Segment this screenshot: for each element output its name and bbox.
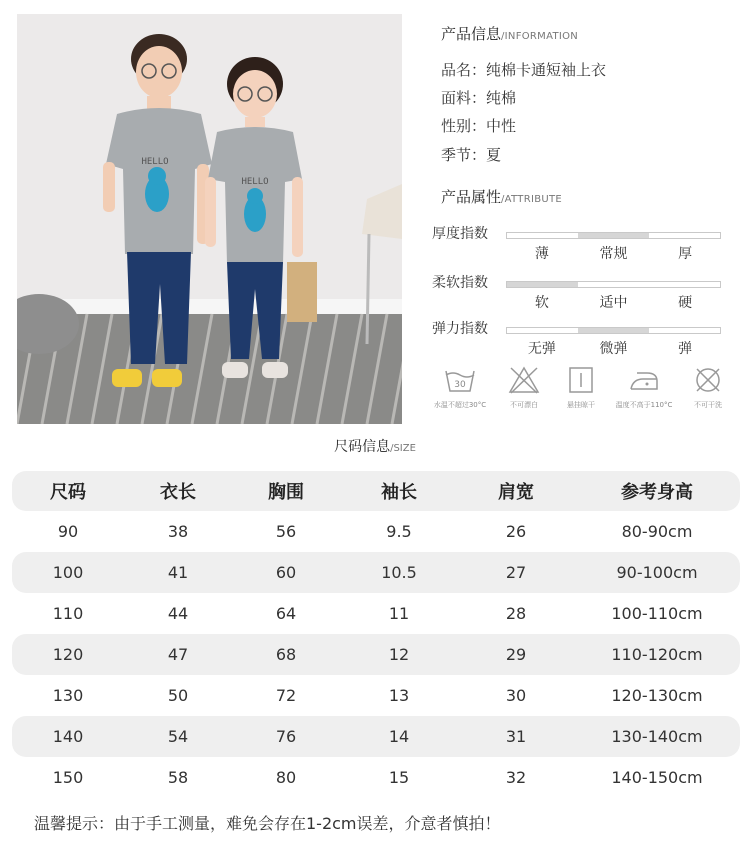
table-cell: 28 bbox=[505, 604, 527, 623]
table-header-cell: 衣长 bbox=[160, 482, 196, 503]
table-row bbox=[12, 757, 740, 798]
attr-softness-track bbox=[506, 281, 721, 288]
attr-title bbox=[441, 186, 562, 207]
attr-thickness-option: 常规 bbox=[599, 246, 628, 262]
table-cell: 58 bbox=[167, 768, 189, 787]
attr-elasticity-option: 无弹 bbox=[527, 341, 556, 357]
table-cell: 56 bbox=[275, 522, 297, 541]
care-dryclean-label: 不可干洗 bbox=[694, 401, 722, 409]
table-cell: 120-130cm bbox=[611, 686, 703, 705]
table-cell: 110-120cm bbox=[611, 645, 703, 664]
size-title bbox=[0, 436, 750, 456]
hang-dry-icon bbox=[564, 365, 598, 395]
table-cell: 120 bbox=[52, 645, 84, 664]
table-row bbox=[12, 634, 740, 675]
attr-thickness-label: 厚度指数 bbox=[432, 226, 488, 242]
measurement-note: 温馨提示：由于手工测量，难免会存在1-2cm误差，介意者慎拍！ bbox=[34, 814, 501, 833]
info-title-text: 产品信息 bbox=[441, 25, 502, 43]
table-row bbox=[12, 716, 740, 757]
attr-title-en: /ATTRIBUTE bbox=[501, 194, 562, 205]
attr-thickness-indicator bbox=[578, 233, 649, 238]
table-cell: 130 bbox=[52, 686, 84, 705]
care-iron bbox=[609, 365, 679, 410]
care-dry bbox=[546, 365, 616, 410]
attr-softness-indicator bbox=[507, 282, 578, 287]
table-cell: 140 bbox=[52, 727, 84, 746]
table-cell: 72 bbox=[275, 686, 297, 705]
care-wash-label: 水温不超过30°C bbox=[433, 401, 487, 409]
table-cell: 14 bbox=[388, 727, 410, 746]
info-season: 季节：夏 bbox=[441, 146, 502, 164]
table-cell: 130-140cm bbox=[611, 727, 703, 746]
attr-elasticity-track bbox=[506, 327, 721, 334]
size-table bbox=[12, 471, 740, 798]
table-cell: 26 bbox=[505, 522, 527, 541]
attr-softness-option: 软 bbox=[534, 295, 549, 311]
table-cell: 30 bbox=[505, 686, 527, 705]
shirt-print-text-girl: HELLO bbox=[241, 177, 269, 187]
table-header-cell: 袖长 bbox=[381, 482, 417, 503]
table-cell: 31 bbox=[505, 727, 527, 746]
table-cell: 54 bbox=[167, 727, 189, 746]
table-cell: 64 bbox=[275, 604, 297, 623]
attr-thickness-option: 薄 bbox=[534, 246, 549, 262]
no-dryclean-icon bbox=[691, 365, 725, 395]
table-cell: 9.5 bbox=[386, 522, 412, 541]
table-cell: 76 bbox=[275, 727, 297, 746]
table-cell: 15 bbox=[388, 768, 410, 787]
table-cell: 41 bbox=[167, 563, 189, 582]
info-fabric: 面料：纯棉 bbox=[441, 89, 517, 107]
attr-title-text: 产品属性 bbox=[441, 188, 502, 206]
info-gender: 性别：中性 bbox=[441, 117, 517, 135]
table-cell: 32 bbox=[505, 768, 527, 787]
table-cell: 140-150cm bbox=[611, 768, 703, 787]
table-header-cell: 肩宽 bbox=[498, 482, 534, 503]
table-cell: 100 bbox=[52, 563, 84, 582]
table-row bbox=[12, 511, 740, 552]
table-cell: 60 bbox=[275, 563, 297, 582]
attr-softness-option: 适中 bbox=[599, 295, 628, 311]
size-title-en: /SIZE bbox=[390, 443, 416, 454]
attr-elasticity-option: 微弹 bbox=[599, 341, 628, 357]
table-header-cell: 参考身高 bbox=[621, 482, 693, 503]
table-row bbox=[12, 675, 740, 716]
table-cell: 13 bbox=[388, 686, 410, 705]
table-row bbox=[12, 552, 740, 593]
care-dryclean bbox=[673, 365, 743, 410]
shirt-print-text: HELLO bbox=[141, 157, 169, 167]
table-header-cell: 胸围 bbox=[268, 482, 304, 503]
table-cell: 12 bbox=[388, 645, 410, 664]
table-row bbox=[12, 593, 740, 634]
info-title-en: /INFORMATION bbox=[501, 31, 579, 42]
size-title-text: 尺码信息 bbox=[334, 439, 391, 455]
table-cell: 80 bbox=[275, 768, 297, 787]
info-title bbox=[441, 23, 578, 44]
table-cell: 29 bbox=[505, 645, 527, 664]
table-cell: 50 bbox=[167, 686, 189, 705]
wash-temp: 30 bbox=[454, 380, 466, 390]
attr-elasticity-option: 弹 bbox=[678, 341, 693, 357]
table-cell: 47 bbox=[167, 645, 189, 664]
attr-thickness-option: 厚 bbox=[678, 246, 693, 262]
info-name: 品名：纯棉卡通短袖上衣 bbox=[441, 61, 607, 79]
table-cell: 27 bbox=[505, 563, 527, 582]
table-cell: 90 bbox=[57, 522, 79, 541]
attr-elasticity-indicator bbox=[578, 328, 649, 333]
table-header-row bbox=[12, 471, 740, 511]
care-dry-label: 悬挂晾干 bbox=[567, 401, 595, 409]
wash-30-icon bbox=[443, 365, 477, 395]
care-iron-label: 温度不高于110°C bbox=[615, 401, 673, 409]
table-cell: 80-90cm bbox=[621, 522, 693, 541]
care-wash bbox=[425, 365, 495, 410]
attr-softness-option: 硬 bbox=[678, 295, 693, 311]
table-cell: 11 bbox=[388, 604, 410, 623]
table-cell: 68 bbox=[275, 645, 297, 664]
attr-softness-label: 柔软指数 bbox=[432, 275, 488, 291]
care-bleach-label: 不可漂白 bbox=[510, 401, 538, 409]
attr-thickness-track bbox=[506, 232, 721, 239]
table-cell: 44 bbox=[167, 604, 189, 623]
iron-110-icon bbox=[627, 365, 661, 395]
table-header-cell: 尺码 bbox=[50, 482, 86, 503]
table-cell: 10.5 bbox=[381, 563, 417, 582]
table-cell: 100-110cm bbox=[611, 604, 703, 623]
table-cell: 90-100cm bbox=[616, 563, 698, 582]
table-cell: 38 bbox=[167, 522, 189, 541]
attr-elasticity-label: 弹力指数 bbox=[432, 321, 488, 337]
table-cell: 150 bbox=[52, 768, 84, 787]
product-photo bbox=[17, 14, 402, 424]
table-cell: 110 bbox=[52, 604, 84, 623]
no-bleach-icon bbox=[507, 365, 541, 395]
